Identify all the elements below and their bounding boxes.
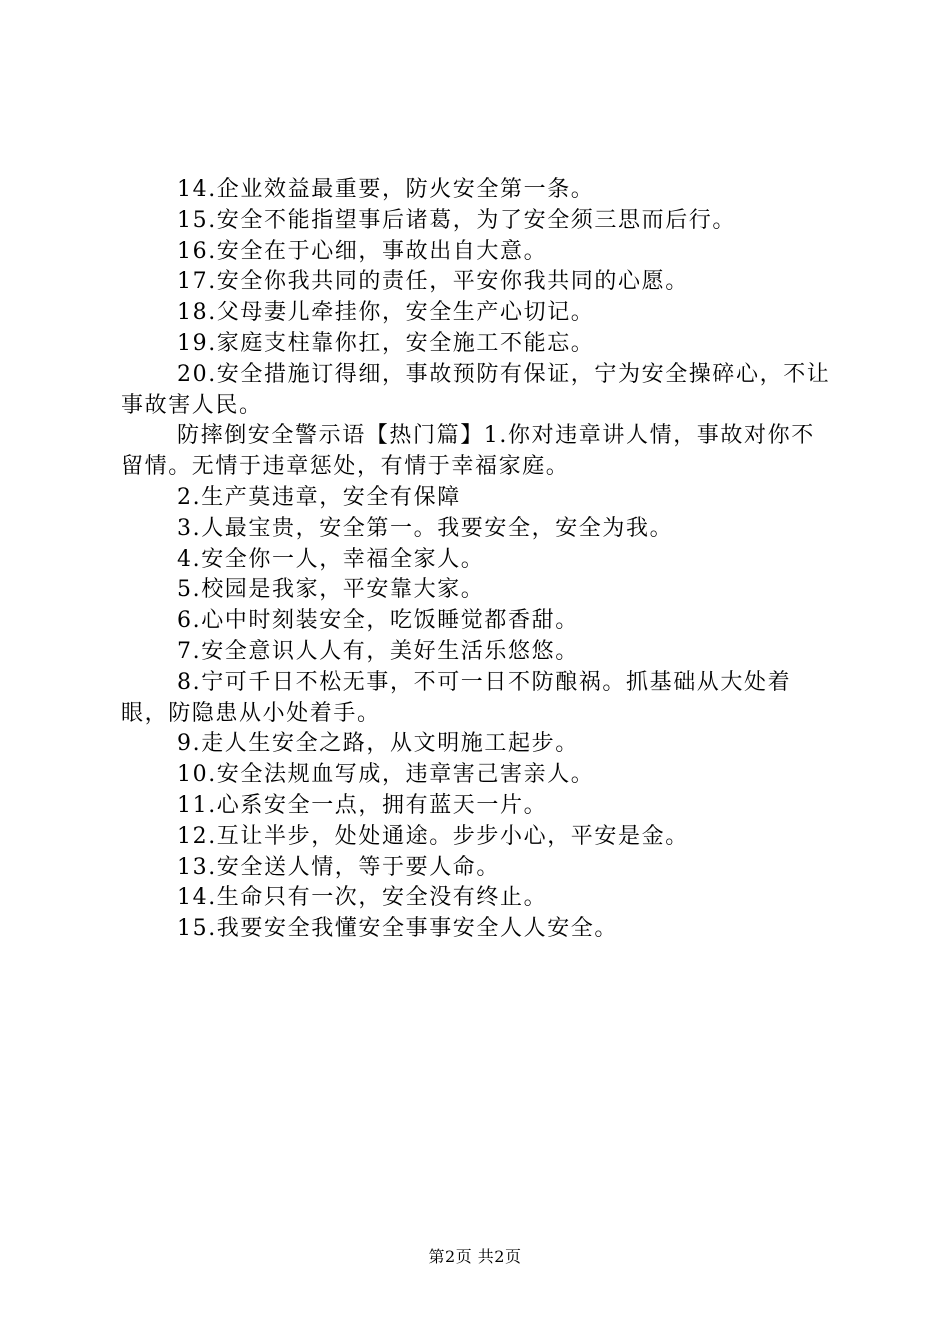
page-footer: 第2页 共2页: [428, 1247, 522, 1266]
paragraph: 14.生命只有一次，安全没有终止。: [177, 885, 548, 911]
paragraph: 15.我要安全我懂安全事事安全人人安全。: [177, 916, 618, 942]
paragraph: 2.生产莫违章，安全有保障: [177, 484, 461, 510]
section-heading-paragraph: 防摔倒安全警示语【热门篇】1.你对违章讲人情，事故对你不留情。无情于违章惩处，有情于幸福家庭。: [121, 423, 815, 480]
paragraph: 16.安全在于心细，事故出自大意。: [177, 238, 548, 264]
paragraph: 5.校园是我家，平安靠大家。: [177, 577, 485, 603]
paragraph: 11.心系安全一点，拥有蓝天一片。: [177, 792, 548, 818]
paragraph: 19.家庭支柱靠你扛，安全施工不能忘。: [177, 330, 595, 356]
paragraph: 6.心中时刻装安全，吃饭睡觉都香甜。: [177, 608, 579, 634]
paragraph: 18.父母妻儿牵挂你，安全生产心切记。: [177, 300, 595, 326]
paragraph: 17.安全你我共同的责任，平安你我共同的心愿。: [177, 269, 689, 295]
paragraph: 4.安全你一人，幸福全家人。: [177, 546, 485, 572]
paragraph: 3.人最宝贵，安全第一。我要安全，安全为我。: [177, 515, 674, 541]
paragraph: 8.宁可千日不松无事，不可一日不防酿祸。抓基础从大处着眼，防隐患从小处着手。: [121, 669, 792, 726]
paragraph: 10.安全法规血写成，违章害己害亲人。: [177, 762, 595, 788]
paragraph: 14.企业效益最重要，防火安全第一条。: [177, 177, 595, 202]
paragraph: 20.安全措施订得细，事故预防有保证，宁为安全操碎心，不让事故害人民。: [121, 361, 831, 418]
paragraph: 15.安全不能指望事后诸葛，为了安全须三思而后行。: [177, 207, 736, 233]
paragraph: 7.安全意识人人有，美好生活乐悠悠。: [177, 638, 579, 664]
document-body: [121, 175, 833, 945]
paragraph: 13.安全送人情，等于要人命。: [177, 854, 500, 880]
paragraph: 12.互让半步，处处通途。步步小心，平安是金。: [177, 823, 689, 849]
paragraph: 9.走人生安全之路，从文明施工起步。: [177, 731, 579, 757]
